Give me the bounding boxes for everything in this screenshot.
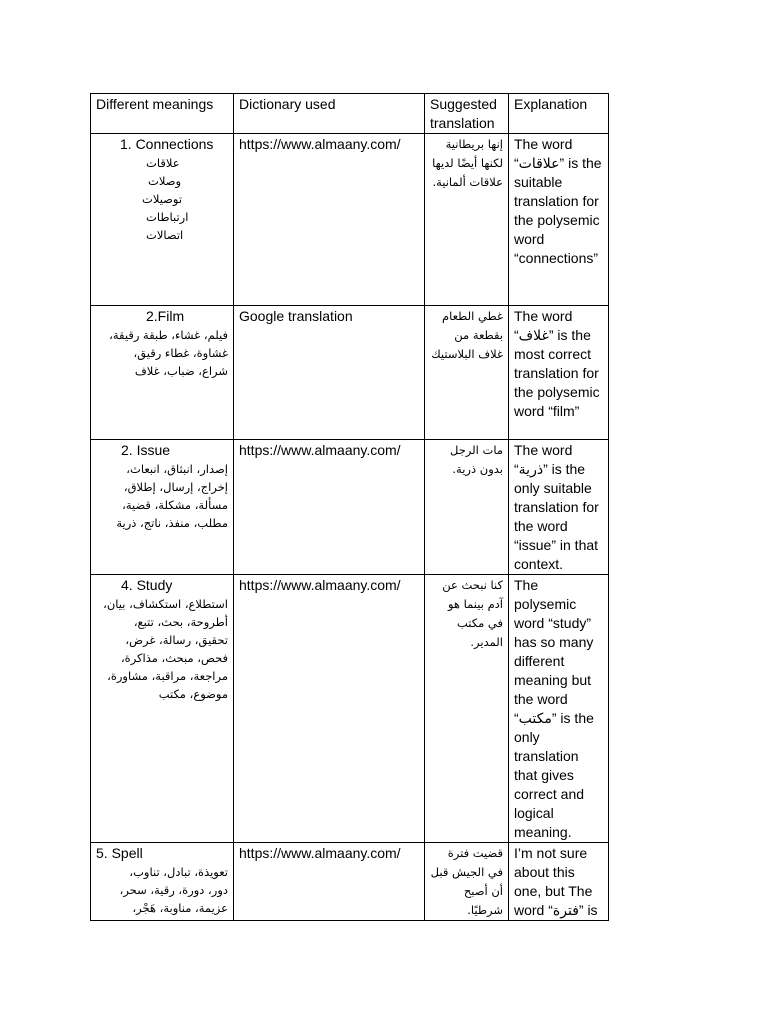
dictionary-cell: https://www.almaany.com/	[234, 134, 425, 306]
word-heading: 5. Spell	[96, 845, 143, 861]
word-heading: 2. Issue	[121, 442, 171, 458]
meaning-item: فحص، مبحث، مذاكرة،	[120, 651, 228, 665]
meaning-item: علاقات	[146, 156, 180, 170]
word-heading: 1. Connections	[120, 136, 214, 152]
translation-table	[90, 93, 609, 921]
meaning-item: مراجعة، مراقبة، مشاورة،	[107, 669, 228, 683]
suggested-translation-cell: غطي الطعام بقطعة من غلاف البلاستيك	[425, 306, 509, 440]
meaning-list	[96, 154, 228, 244]
meanings-cell	[91, 575, 234, 843]
meaning-item: أطروحة، بحث، تتبع،	[133, 615, 228, 629]
table-row	[91, 134, 609, 306]
header-explanation: Explanation	[509, 94, 609, 134]
explanation-cell: The word “علاقات” is the suitable translation for the polysemic word “connections”	[509, 134, 609, 306]
table-row	[91, 575, 609, 843]
explanation-cell: The word “ذرية” is the only suitable translation for the word “issue” in that context.	[509, 440, 609, 575]
dictionary-cell: https://www.almaany.com/	[234, 575, 425, 843]
dictionary-cell: Google translation	[234, 306, 425, 440]
header-dictionary-used: Dictionary used	[234, 94, 425, 134]
word-heading: 4. Study	[121, 577, 173, 593]
table-header-row	[91, 94, 609, 134]
word-heading: 2.Film	[146, 308, 185, 324]
explanation-cell: I’m not sure about this one, but The word “فترة” is	[509, 843, 609, 921]
table-row	[91, 440, 609, 575]
meaning-item: وصلات	[148, 174, 182, 188]
dictionary-cell: https://www.almaany.com/	[234, 440, 425, 575]
meaning-item: إخراج، إرسال، إطلاق،	[123, 480, 228, 494]
header-different-meanings: Different meanings	[91, 94, 234, 134]
dictionary-cell: https://www.almaany.com/	[234, 843, 425, 921]
meaning-list	[96, 326, 228, 380]
meaning-list	[96, 595, 228, 703]
meaning-item: موضوع، مكتب	[158, 687, 228, 701]
meaning-item: فيلم، غشاء، طبقة رقيقة،	[109, 328, 228, 342]
meaning-item: مسألة، مشكلة، قضية،	[122, 498, 228, 512]
meaning-item: غشاوة، غطاء رقيق،	[133, 346, 228, 360]
meaning-list	[96, 863, 228, 917]
meaning-list	[96, 460, 228, 532]
meaning-item: تحقيق، رسالة، غرض،	[125, 633, 228, 647]
suggested-translation-cell: مات الرجل بدون ذرية.	[425, 440, 509, 575]
meaning-item: تعويذة، تبادل، تناوب،	[129, 865, 228, 879]
suggested-translation-cell: إنها بريطانية لكنها أيضًا لديها علاقات ألمانية.	[425, 134, 509, 306]
meanings-cell	[91, 306, 234, 440]
meaning-item: شراع، ضباب، غلاف	[134, 364, 228, 378]
meanings-cell	[91, 440, 234, 575]
meaning-item: مطلب، منفذ، ناتج، ذرية	[116, 516, 228, 530]
meaning-item: اتصالات	[146, 228, 184, 242]
meaning-item: استطلاع، استكشاف، بيان،	[103, 597, 228, 611]
table-row	[91, 306, 609, 440]
suggested-translation-cell: قضيت فترة في الجيش قبل أن أصبح شرطيًا.	[425, 843, 509, 921]
explanation-cell: The polysemic word “study” has so many different meaning but the word “مكتب” is the only translation that gives correct and logical meaning.	[509, 575, 609, 843]
meanings-cell	[91, 134, 234, 306]
meanings-cell	[91, 843, 234, 921]
table-row	[91, 843, 609, 921]
meaning-item: توصيلات	[142, 192, 183, 206]
meaning-item: ارتباطات	[146, 210, 189, 224]
meaning-item: إصدار، انبثاق، انبعاث،	[126, 462, 228, 476]
header-suggested-translation: Suggested translation	[425, 94, 509, 134]
meaning-item: عزيمة، مناوبة، هَجْر،	[132, 901, 228, 915]
meaning-item: دور، دورة، رقية، سحر،	[119, 883, 228, 897]
suggested-translation-cell: كنا نبحث عن آدم بينما هو في مكتب المدير.	[425, 575, 509, 843]
explanation-cell: The word “غلاف” is the most correct translation for the polysemic word “film”	[509, 306, 609, 440]
